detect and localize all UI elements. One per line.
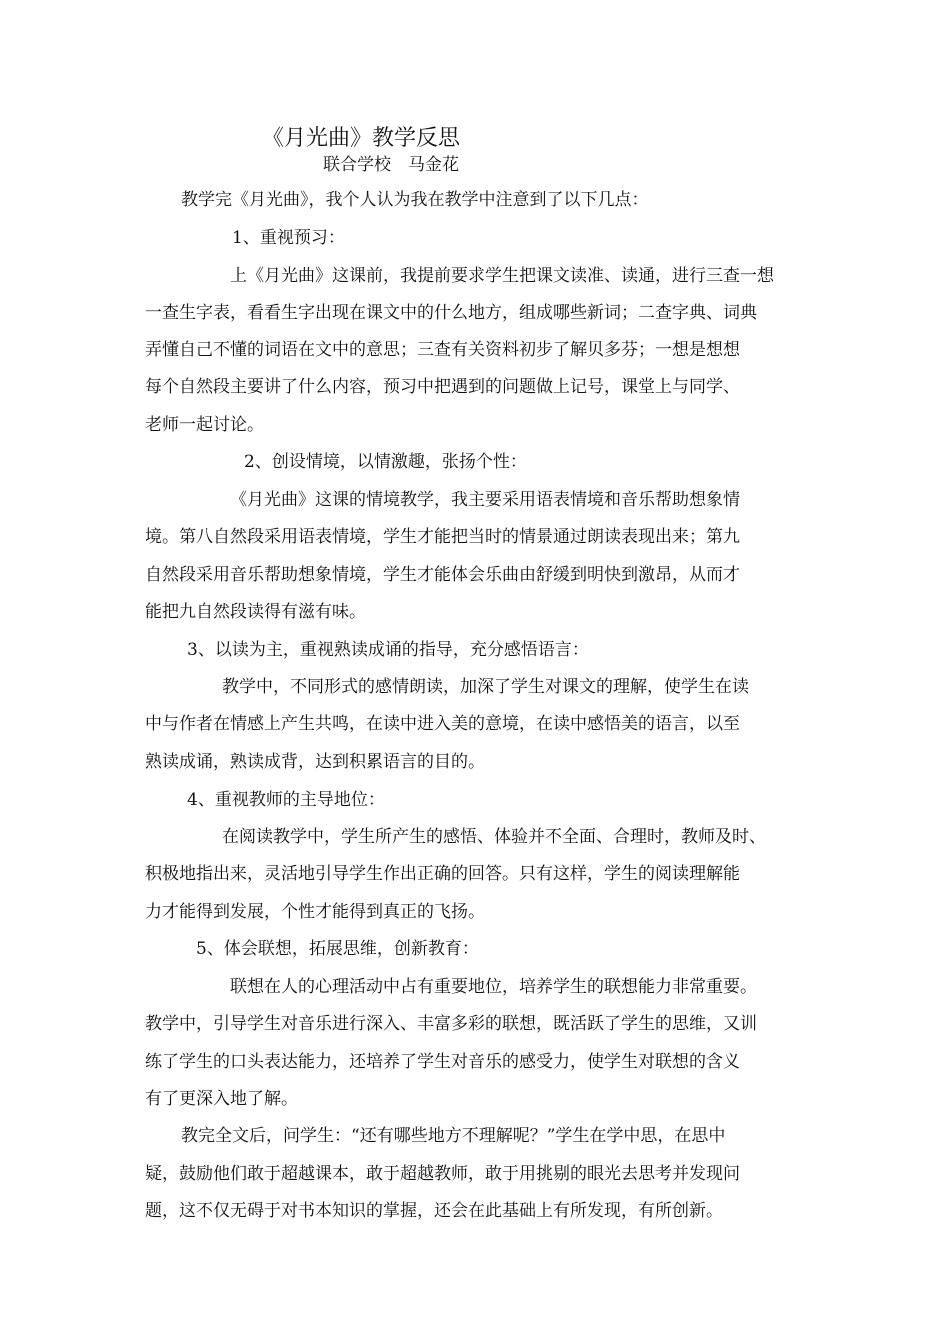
paragraph-line: 《月光曲》这课的情境教学，我主要采用语表情境和音乐帮助想象情 bbox=[230, 490, 740, 510]
closing-line: 题，这不仅无碍于对书本知识的掌握，还会在此基础上有所发现，有所创新。 bbox=[145, 1201, 723, 1221]
paragraph-line: 中与作者在情感上产生共鸣，在读中进入美的意境，在读中感悟美的语言，以至 bbox=[145, 714, 740, 734]
author-line: 联合学校 马金花 bbox=[323, 155, 459, 175]
paragraph-line: 能把九自然段读得有滋有味。 bbox=[145, 602, 366, 622]
paragraph-line: 自然段采用音乐帮助想象情境，学生才能体会乐曲由舒缓到明快到激昂，从而才 bbox=[145, 565, 740, 585]
paragraph-line: 上《月光曲》这课前，我提前要求学生把课文读准、读通，进行三查一想 bbox=[230, 266, 774, 286]
paragraph-line: 联想在人的心理活动中占有重要地位，培养学生的联想能力非常重要。 bbox=[230, 977, 757, 997]
paragraph-line: 力才能得到发展，个性才能得到真正的飞扬。 bbox=[145, 902, 485, 922]
paragraph-line: 一查生字表，看看生字出现在课文中的什么地方，组成哪些新词；二查字典、词典 bbox=[145, 303, 757, 323]
section-heading: 4、重视教师的主导地位： bbox=[187, 790, 385, 810]
paragraph-line: 境。第八自然段采用语表情境，学生才能把当时的情景通过朗读表现出来；第九 bbox=[145, 527, 740, 547]
paragraph-line: 每个自然段主要讲了什么内容，预习中把遇到的问题做上记号，课堂上与同学、 bbox=[145, 377, 740, 397]
section-heading: 5、体会联想，拓展思维，创新教育： bbox=[196, 939, 479, 959]
paragraph-line: 熟读成诵，熟读成背，达到积累语言的目的。 bbox=[145, 752, 485, 772]
paragraph-line: 老师一起讨论。 bbox=[145, 415, 264, 435]
closing-line: 教完全文后，问学生：“还有哪些地方不理解呢？”学生在学中思，在思中 bbox=[181, 1126, 726, 1146]
paragraph-line: 教学中，引导学生对音乐进行深入、丰富多彩的联想，既活跃了学生的思维，又训 bbox=[145, 1014, 757, 1034]
section-heading: 2、创设情境，以情激趣，张扬个性： bbox=[244, 452, 527, 472]
paragraph-line: 积极地指出来，灵活地引导学生作出正确的回答。只有这样，学生的阅读理解能 bbox=[145, 864, 740, 884]
section-heading: 3、以读为主，重视熟读成诵的指导，充分感悟语言： bbox=[187, 640, 589, 660]
paragraph-line: 弄懂自己不懂的词语在文中的意思；三查有关资料初步了解贝多芬；一想是想想 bbox=[145, 340, 740, 360]
paragraph-line: 练了学生的口头表达能力，还培养了学生对音乐的感受力，使学生对联想的含义 bbox=[145, 1052, 740, 1072]
document-title: 《月光曲》教学反思 bbox=[262, 126, 461, 151]
paragraph-line: 有了更深入地了解。 bbox=[145, 1089, 298, 1109]
closing-line: 疑，鼓励他们敢于超越课本，敢于超越教师，敢于用挑剔的眼光去思考并发现问 bbox=[145, 1164, 740, 1184]
section-heading: 1、重视预习： bbox=[232, 228, 345, 248]
paragraph-line: 教学中，不同形式的感情朗读，加深了学生对课文的理解，使学生在读 bbox=[222, 677, 749, 697]
intro-paragraph: 教学完《月光曲》，我个人认为我在教学中注意到了以下几点： bbox=[181, 190, 649, 210]
paragraph-line: 在阅读教学中，学生所产生的感悟、体验并不全面、合理时，教师及时、 bbox=[222, 827, 766, 847]
